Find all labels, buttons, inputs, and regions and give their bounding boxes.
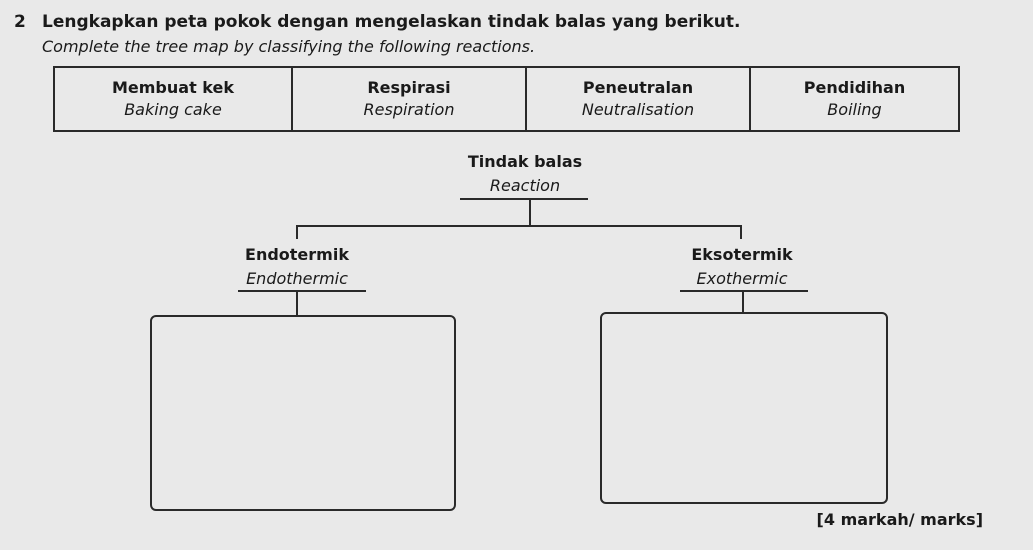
exothermic-label xyxy=(667,243,817,291)
option-label-ms: Peneutralan xyxy=(582,78,694,97)
endothermic-underline xyxy=(238,290,366,292)
question-number: 2 xyxy=(14,12,26,32)
endothermic-stem xyxy=(296,292,298,316)
option-baking-cake[interactable] xyxy=(55,68,293,130)
marks-label: [4 markah/ marks] xyxy=(816,510,983,529)
option-label-en: Boiling xyxy=(827,100,882,119)
question-text-english: Complete the tree map by classifying the following reactions. xyxy=(42,37,536,56)
option-label-ms: Respirasi xyxy=(367,78,451,97)
option-label-ms: Membuat kek xyxy=(111,78,234,97)
endothermic-label-ms: Endotermik xyxy=(245,245,349,264)
right-branch-drop xyxy=(740,225,742,239)
root-stem xyxy=(529,200,531,226)
option-label-en: Respiration xyxy=(363,100,455,119)
exothermic-underline xyxy=(680,290,808,292)
tree-root-label-en: Reaction xyxy=(489,176,561,195)
branch-bar xyxy=(296,225,742,227)
tree-root-label xyxy=(445,150,605,198)
option-label-en: Neutralisation xyxy=(581,100,695,119)
exothermic-stem xyxy=(742,292,744,314)
reaction-options-table xyxy=(53,66,960,132)
question-text-malay: Lengkapkan peta pokok dengan mengelaskan tindak balas yang berikut. xyxy=(42,12,741,32)
left-branch-drop xyxy=(296,225,298,239)
option-boiling[interactable] xyxy=(751,68,958,130)
exothermic-label-en: Exothermic xyxy=(696,269,788,288)
option-label-en: Baking cake xyxy=(124,100,222,119)
root-underline xyxy=(460,198,588,200)
endothermic-answer-box[interactable] xyxy=(150,315,456,511)
tree-root-label-ms: Tindak balas xyxy=(467,152,583,171)
exothermic-answer-box[interactable] xyxy=(600,312,888,504)
endothermic-label xyxy=(222,243,372,291)
exothermic-label-ms: Eksotermik xyxy=(691,245,793,264)
option-neutralisation[interactable] xyxy=(527,68,751,130)
endothermic-label-en: Endothermic xyxy=(246,269,348,288)
option-respiration[interactable] xyxy=(293,68,527,130)
option-label-ms: Pendidihan xyxy=(803,78,906,97)
